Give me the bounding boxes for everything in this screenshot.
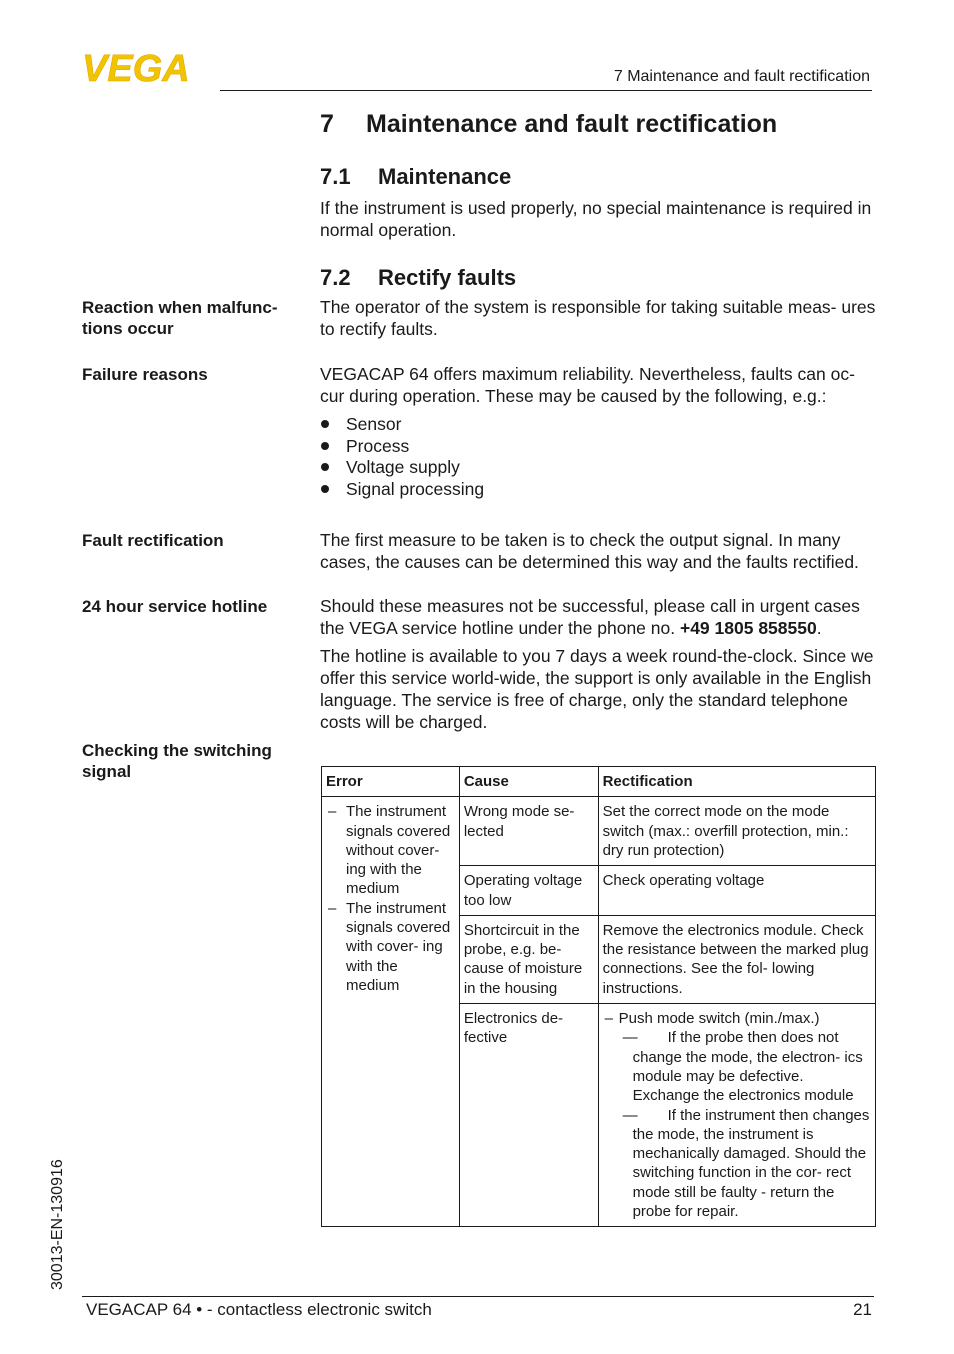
sidebar-label-hotline: 24 hour service hotline — [82, 597, 268, 616]
rectification-subitem: — If the instrument then changes the mode, the instrument is mechanically damaged. Should the switching function in the cor- rect mode still be faulty - return the probe for repair. — [622, 1106, 870, 1221]
maintenance-text — [320, 197, 880, 241]
cause-cell: Wrong mode se- lected — [459, 797, 598, 866]
chapter-title-text: Maintenance and fault rectification — [366, 110, 778, 138]
reaction-paragraph: The operator of the system is responsible for taking suitable meas- ures to rectify faults. — [320, 297, 876, 339]
document-code — [47, 1140, 77, 1290]
footer-divider — [82, 1296, 874, 1297]
section-heading-maintenance — [320, 164, 511, 190]
hotline-text-after: . — [816, 618, 822, 638]
failure-paragraph: VEGACAP 64 offers maximum reliability. Nevertheless, faults can oc- cur during operation. These may be caused by the following, e.g.: — [320, 364, 855, 406]
hotline-paragraph-2: The hotline is available to you 7 days a week round-the-clock. Since we offer this service world-wide, the support is only available in the English language. The service is free of charge, only the standard telephone costs will be charged. — [320, 646, 874, 732]
maintenance-paragraph: If the instrument is used properly, no special maintenance is required in normal operation. — [320, 198, 872, 240]
section-heading-faults — [320, 265, 516, 291]
header-divider — [220, 90, 872, 91]
rectification-cell: Remove the electronics module. Check the resistance between the marked plug connections. See the fol- lowing instructions. — [598, 915, 875, 1003]
error-item: – The instrument signals covered without cover- ing with the medium — [328, 803, 451, 898]
document-code-text: 30013-EN-130916 — [49, 1159, 66, 1290]
hotline-text — [320, 595, 880, 733]
table-header-row — [322, 767, 876, 797]
sidebar-label-failure: Failure reasons — [82, 365, 208, 384]
cause-cell: Operating voltage too low — [459, 866, 598, 916]
list-item: Process — [320, 435, 880, 457]
chapter-number: 7 — [320, 110, 334, 138]
section-title: Maintenance — [378, 164, 512, 189]
rectification-text — [320, 529, 880, 573]
rectification-cell: Check operating voltage — [598, 866, 875, 916]
failure-text — [320, 363, 880, 499]
logo-text: VEGA — [82, 50, 190, 86]
section-number: 7.2 — [320, 265, 351, 290]
footer-product: VEGACAP 64 • - contactless electronic switch — [86, 1300, 432, 1319]
list-item: Sensor — [320, 413, 880, 435]
list-item: Voltage supply — [320, 456, 880, 478]
chapter-title — [320, 110, 777, 139]
error-cell — [322, 797, 460, 1227]
hotline-paragraph — [320, 595, 880, 639]
rectification-subitem: — If the probe then does not change the mode, the electron- ics module may be defective. Exchange the electronics module — [622, 1029, 863, 1105]
fault-table — [321, 766, 876, 1227]
section-number: 7.1 — [320, 164, 351, 189]
column-header-cause: Cause — [459, 767, 598, 797]
rectification-item: – Push mode switch (min./max.) — [604, 1010, 820, 1028]
vega-logo — [82, 50, 212, 86]
rectification-cell: Set the correct mode on the mode switch (max.: overfill protection, min.: dry run protection) — [598, 797, 875, 866]
sidebar-label-rectification: Fault rectification — [82, 531, 224, 550]
cause-cell: Electronics de- fective — [459, 1004, 598, 1227]
list-item: Signal processing — [320, 478, 880, 500]
page-number: 21 — [853, 1300, 872, 1319]
sidebar-label-checking: Checking the switching signal — [82, 741, 272, 781]
hotline-phone: +49 1805 858550 — [679, 618, 817, 638]
section-title: Rectify faults — [378, 265, 517, 290]
error-item: – The instrument signals covered with cover- ing with the medium — [328, 899, 451, 994]
sidebar-label-reaction: Reaction when malfunc- tions occur — [82, 298, 278, 338]
running-header: 7 Maintenance and fault rectification — [613, 68, 870, 85]
column-header-error: Error — [322, 767, 460, 797]
cause-cell: Shortcircuit in the probe, e.g. be- cause of moisture in the housing — [459, 915, 598, 1003]
table-row — [322, 797, 876, 866]
failure-bullet-list — [320, 413, 880, 499]
rectification-paragraph: The first measure to be taken is to check the output signal. In many cases, the causes can be determined this way and the faults rectified. — [320, 530, 859, 572]
reaction-text — [320, 296, 880, 340]
rectification-cell — [598, 1004, 875, 1227]
hotline-text-before: Should these measures not be successful, please call in urgent cases the VEGA service hotline under the phone no. — [320, 596, 860, 638]
column-header-rectification: Rectification — [598, 767, 875, 797]
